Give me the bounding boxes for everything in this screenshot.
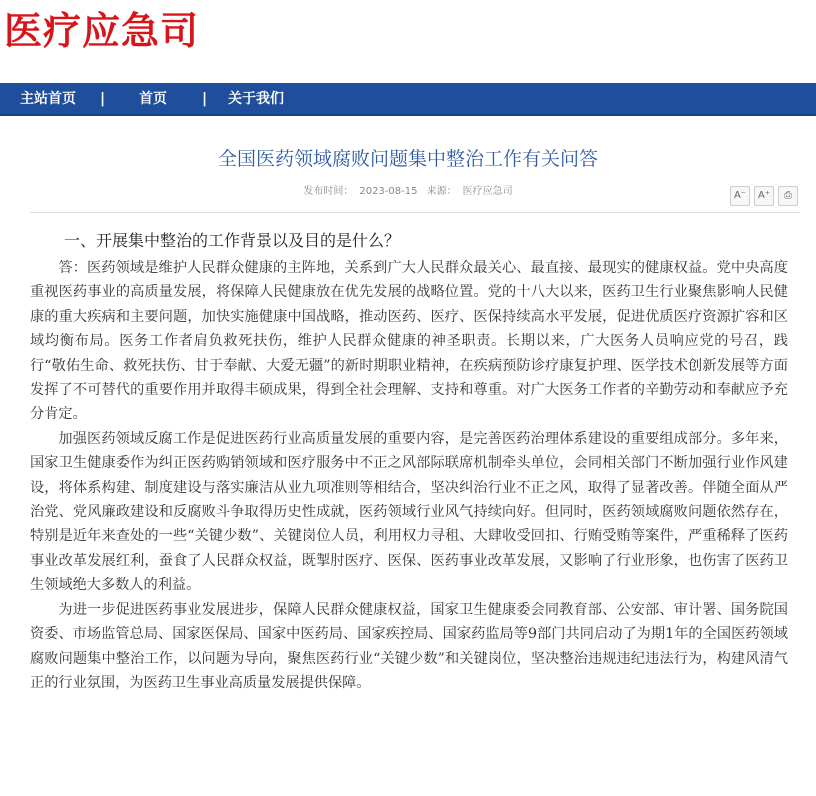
article-source: 医疗应急司 — [462, 186, 513, 197]
date-label: 发布时间： — [303, 186, 354, 197]
nav-item-about[interactable]: 关于我们 — [228, 91, 284, 107]
print-icon[interactable]: ⎙ — [778, 186, 798, 206]
font-increase-button[interactable]: A⁺ — [754, 186, 774, 206]
nav-separator: | — [202, 91, 208, 107]
nav-separator: | — [100, 91, 106, 107]
publish-date: 2023-08-15 — [359, 186, 418, 197]
article-title: 全国医药领域腐败问题集中整治工作有关问答 — [217, 148, 598, 170]
source-label: 来源： — [426, 186, 457, 197]
font-decrease-button[interactable]: A⁻ — [730, 186, 750, 206]
nav-item-main-home[interactable]: 主站首页 — [20, 91, 76, 107]
nav-item-home[interactable]: 首页 — [139, 91, 167, 107]
meta-divider — [30, 212, 800, 213]
article-paragraph: 答：医药领域是维护人民群众健康的主阵地，关系到广大人民群众最关心、最直接、最现实的健康权益。党中央高度重视医药事业的高质量发展，将保障人民健康放在优先发展的战略位置。党的十八大以来，医药卫生行业聚焦影响人民健康的重大疾病和主要问题，加快实施健康中国战略，推动医药、医疗、医保持续高水平发展，促进优质医疗资源扩容和区域均衡布局。医务工作者肩负救死扶伤，维护人民群众健康的神圣职责。长期以来，广大医务人员响应党的号召，践行“敬佑生命、救死扶伤、甘于奉献、大爱无疆”的新时期职业精神，在疾病预防诊疗康复护理、医学技术创新发展等方面发挥了不可替代的重要作用并取得丰硕成果，得到全社会理解、支持和尊重。对广大医务工作者的辛勤劳动和奉献应予充分肯定。 — [30, 260, 788, 423]
article-paragraph: 为进一步促进医药事业发展进步，保障人民群众健康权益，国家卫生健康委会同教育部、公安部、审计署、国务院国资委、市场监管总局、国家医保局、国家中医药局、国家疾控局、国家药监局等9部门共同启动了为期1年的全国医药领域腐败问题集中整治工作，以问题为导向，聚焦医药行业“关键少数”和关键岗位，坚决整治违规违纪违法行为，构建风清气正的行业氛围，为医药卫生事业高质量发展提供保障。 — [30, 601, 788, 691]
article-meta — [0, 184, 816, 200]
article-paragraph: 加强医药领域反腐工作是促进医药行业高质量发展的重要内容，是完善医药治理体系建设的重要组成部分。多年来，国家卫生健康委作为纠正医药购销领域和医疗服务中不正之风部际联席机制牵头单位，会同相关部门不断加强行业作风建设，将体系构建、制度建设与落实廉洁从业九项准则等相结合，坚决纠治行业不正之风，取得了显著改善。伴随全面从严治党、党风廉政建设和反腐败斗争取得历史性成就，医药领域行业风气持续向好。但同时，医药领域腐败问题依然存在，特别是近年来查处的一些“关键少数”、关键岗位人员，利用权力寻租、大肆收受回扣、行贿受贿等案件，严重稀释了医药事业改革发展红利，蚕食了人民群众权益，既掣肘医疗、医保、医药事业改革发展，又影响了行业形象，也伤害了医药卫生领域绝大多数人的利益。 — [30, 430, 788, 594]
site-logo[interactable]: 医疗应急司 — [4, 9, 200, 53]
article-body — [30, 256, 788, 695]
section-heading: 一、开展集中整治的工作背景以及目的是什么？ — [64, 231, 401, 250]
main-nav — [0, 83, 816, 116]
site-header — [0, 0, 816, 83]
